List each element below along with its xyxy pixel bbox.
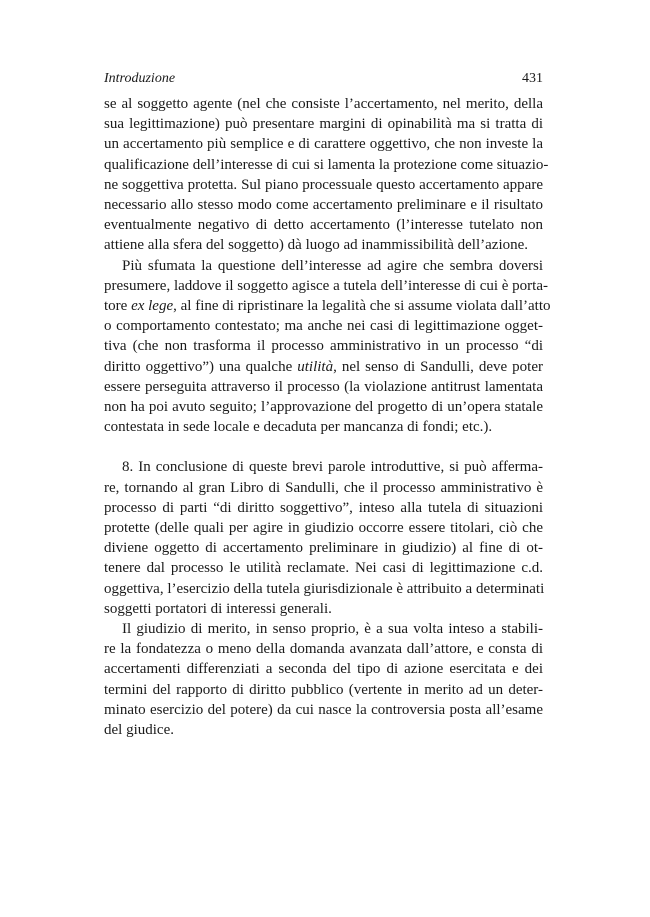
section-8-paragraph — [104, 457, 543, 619]
text-line: ne soggettiva protetta. Sul piano processuale questo accertamento appare — [104, 176, 543, 193]
paragraph-giudizio-di-merito — [104, 619, 543, 740]
text-line: tiva (che non trasforma il processo amministrativo in un processo “di — [104, 338, 543, 355]
text-line: tenere dal processo le utilità reclamate. Nei casi di legittimazione c.d. — [104, 560, 543, 577]
running-header — [104, 69, 543, 89]
text-line: o comportamento contestato; ma anche nei casi di legittimazione ogget- — [104, 318, 543, 335]
text-line: protette (delle quali per agire in giudizio occorre essere titolari, ciò che — [104, 520, 543, 537]
text-line: qualificazione dell’interesse di cui si lamenta la protezione come situazio- — [104, 156, 549, 173]
text-run: diritto oggettivo”) una qualche — [104, 358, 298, 375]
text-line: soggetti portatori di interessi generali. — [104, 600, 332, 617]
text-line: 8. In conclusione di queste brevi parole introduttive, si può afferma- — [122, 459, 543, 476]
text-line: Più sfumata la questione dell’interesse ad agire che sembra doversi — [122, 257, 543, 274]
text-line-with-italic — [104, 296, 551, 316]
italic-term: ex lege — [131, 298, 174, 315]
text-line: processo di parti “di diritto soggettivo”, inteso alla tutela di situazioni — [104, 499, 543, 516]
text-line-with-italic — [104, 357, 543, 377]
text-line: accertamenti differenziati a seconda del tipo di azione esercitata e dei — [104, 661, 543, 678]
text-line: re la fondatezza o meno della domanda avanzata dall’attore, e consta di — [104, 641, 543, 658]
text-run: , nel senso di Sandulli, deve poter — [333, 358, 544, 375]
text-line: contestata in sede locale e decaduta per mancanza di fondi; etc.). — [104, 419, 493, 436]
text-line: attiene alla sfera del soggetto) dà luogo ad inammissibilità dell’azione. — [104, 237, 529, 254]
text-line: diviene oggetto di accertamento preliminare in giudizio) al fine di ot- — [104, 540, 543, 557]
body-text — [104, 94, 551, 740]
text-line: del giudice. — [104, 722, 174, 739]
paragraph-continuation — [104, 94, 549, 256]
running-title: Introduzione — [104, 71, 176, 86]
italic-term: utilità — [297, 358, 334, 375]
text-line: necessario allo stesso modo come accertamento preliminare e il risultato — [104, 197, 543, 214]
paragraph-interesse-ad-agire — [104, 256, 551, 438]
text-line: essere perseguita attraverso il processo (la violazione antitrust lamentata — [104, 378, 543, 395]
text-line: presumere, laddove il soggetto agisce a tutela dell’interesse di cui è porta- — [104, 277, 549, 294]
page-number: 431 — [522, 71, 543, 86]
text-line: oggettiva, l’esercizio della tutela giurisdizionale è attribuito a determinati — [104, 580, 545, 597]
text-line: minato esercizio del potere) da cui nasce la controversia posta all’esame — [104, 701, 543, 718]
text-line: non ha poi avuto seguito; l’approvazione del progetto di un’opera statale — [104, 399, 543, 416]
text-line: re, tornando al gran Libro di Sandulli, che il processo amministrativo è — [104, 479, 543, 496]
text-line: Il giudizio di merito, in senso proprio, è a sua volta inteso a stabili- — [122, 621, 543, 638]
text-line: eventualmente negativo di detto accertamento (l’interesse tutelato non — [104, 217, 543, 234]
text-line: un accertamento più semplice e di carattere oggettivo, che non investe la — [104, 136, 543, 153]
text-line: sua legittimazione) può presentare margini di opinabilità ma si tratta di — [104, 116, 543, 133]
text-run: , al fine di ripristinare la legalità che si assume violata dall’atto — [173, 298, 551, 315]
text-line: se al soggetto agente (nel che consiste l’accertamento, nel merito, della — [104, 96, 543, 112]
text-run: tore — [104, 298, 132, 315]
text-line: termini del rapporto di diritto pubblico (vertente in merito ad un deter- — [104, 681, 543, 698]
